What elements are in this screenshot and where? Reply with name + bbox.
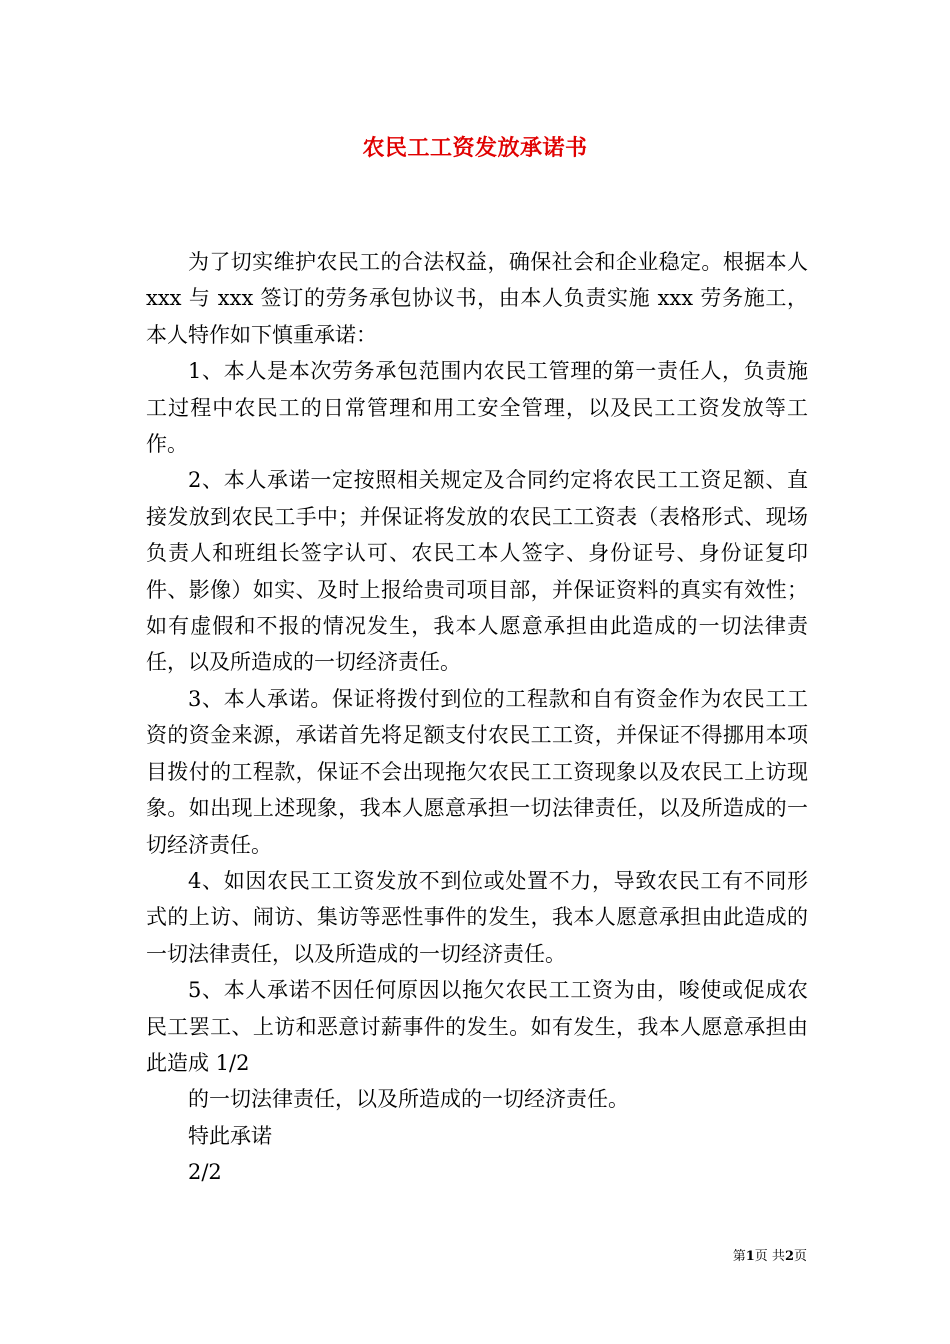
footer-middle: 页 共 xyxy=(754,1249,785,1264)
footer-prefix: 第 xyxy=(732,1249,746,1264)
paragraph-commitment-5: 5、本人承诺不因任何原因以拖欠农民工工资为由，唆使或促成农民工罢工、上访和恶意讨薪事件的发生。如有发生，我本人愿意承担由此造成 1/2 xyxy=(146,978,808,1075)
footer-suffix: 页 xyxy=(793,1249,807,1264)
paragraph-commitment-2: 2、本人承诺一定按照相关规定及合同约定将农民工工资足额、直接发放到农民工手中；并保证将发放的农民工工资表（表格形式、现场负责人和班组长签字认可、农民工本人签字、身份证号、身份证复印件、影像）如实、及时上报给贵司项目部，并保证资料的真实有效性；如有虚假和不报的情况发生，我本人愿意承担由此造成的一切法律责任，以及所造成的一切经济责任。 xyxy=(146,468,808,675)
paragraph-commitment-1: 1、本人是本次劳务承包范围内农民工管理的第一责任人，负责施工过程中农民工的日常管理和用工安全管理，以及民工工资发放等工作。 xyxy=(146,359,808,457)
paragraph-commitment-4: 4、如因农民工工资发放不到位或处置不力，导致农民工有不同形式的上访、闹访、集访等恶性事件的发生，我本人愿意承担由此造成的一切法律责任，以及所造成的一切经济责任。 xyxy=(146,868,808,966)
document-body xyxy=(146,244,808,1191)
paragraph-page-marker: 2/2 xyxy=(188,1160,222,1185)
footer-current-page: 1 xyxy=(745,1249,755,1264)
paragraph-closing: 特此承诺 xyxy=(188,1123,272,1148)
footer-total-pages: 2 xyxy=(784,1249,794,1264)
paragraph-commitment-3: 3、本人承诺。保证将拨付到位的工程款和自有资金作为农民工工资的资金来源，承诺首先将足额支付农民工工资，并保证不得挪用本项目拨付的工程款，保证不会出现拖欠农民工工资现象以及农民工上访现象。如出现上述现象，我本人愿意承担一切法律责任，以及所造成的一切经济责任。 xyxy=(146,686,808,857)
page-footer xyxy=(733,1249,807,1265)
paragraph-continuation: 的一切法律责任，以及所造成的一切经济责任。 xyxy=(188,1087,629,1112)
document-title: 农民工工资发放承诺书 xyxy=(362,135,588,161)
paragraph-intro: 为了切实维护农民工的合法权益，确保社会和企业稳定。根据本人 xxx 与 xxx 签订的劳务承包协议书，由本人负责实施 xxx 劳务施工，本人特作如下慎重承诺： xyxy=(146,250,808,347)
